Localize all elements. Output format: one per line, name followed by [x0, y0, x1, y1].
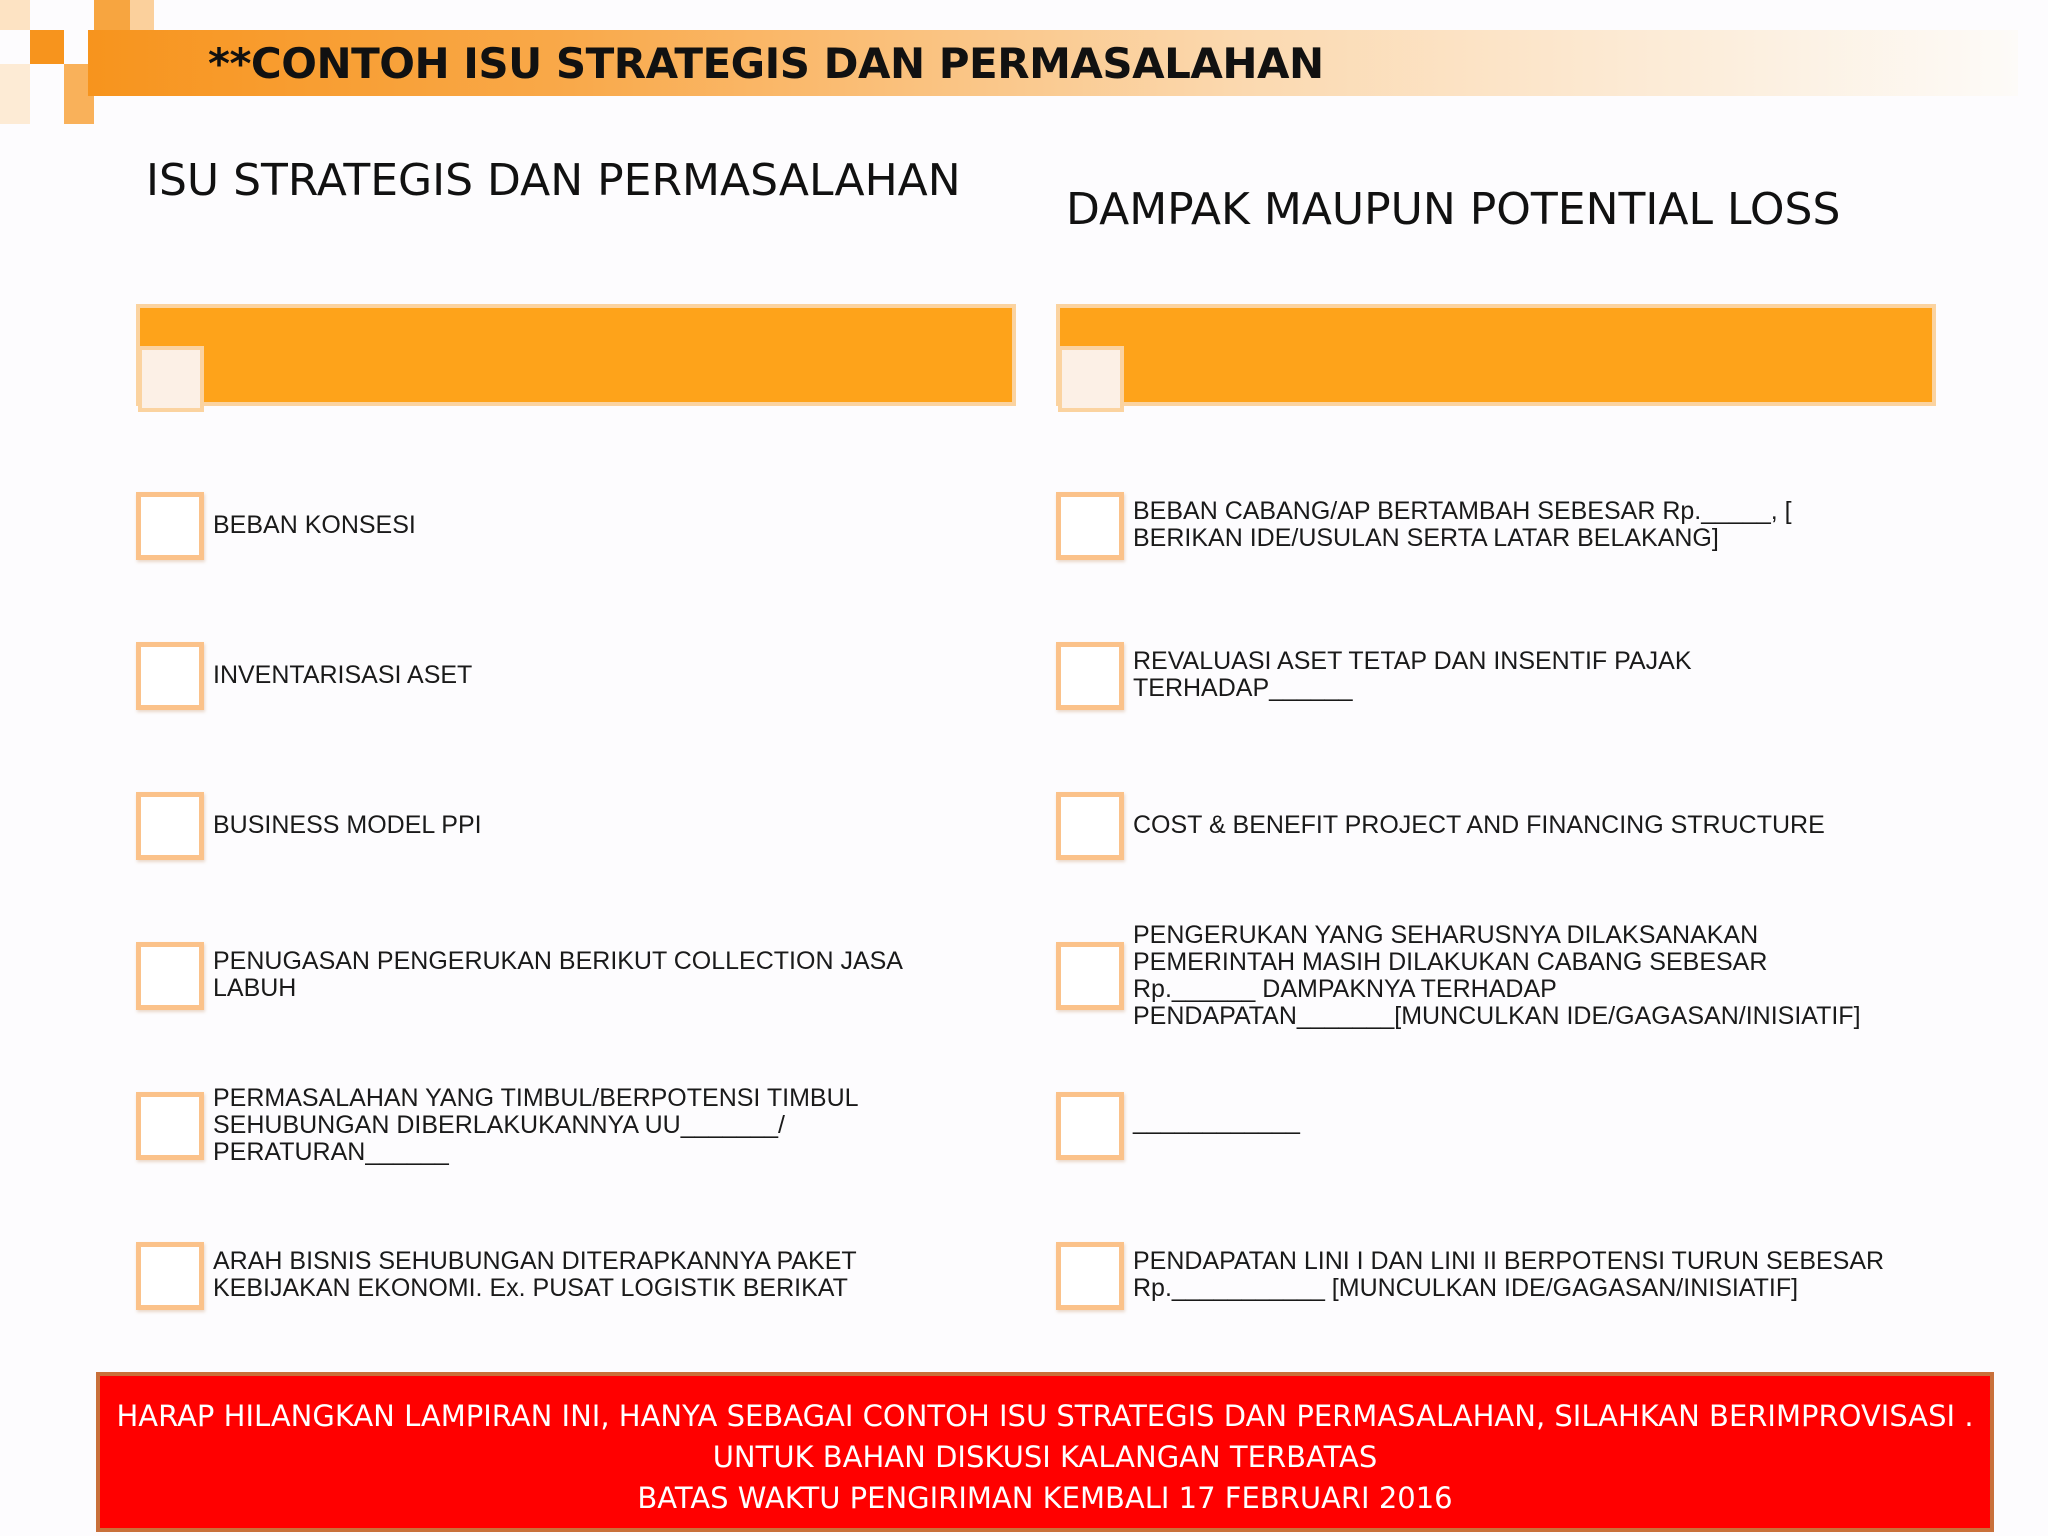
- item-checkbox[interactable]: [136, 942, 204, 1010]
- item-label: PENGERUKAN YANG SEHARUSNYA DILAKSANAKAN PEMERINTAH MASIH DILAKUKAN CABANG SEBESAR Rp.______ DAMPAKNYA TERHADAP PENDAPATAN_______[MUNCULKAN IDE/GAGASAN/INISIATIF]: [1133, 921, 1861, 1030]
- item-checkbox[interactable]: [136, 642, 204, 710]
- item-checkbox[interactable]: [1056, 942, 1124, 1010]
- item-label: BEBAN CABANG/AP BERTAMBAH SEBESAR Rp._____, [ BERIKAN IDE/USULAN SERTA LATAR BELAKANG]: [1133, 497, 1792, 552]
- right-column-heading: DAMPAK MAUPUN POTENTIAL LOSS: [1066, 184, 1841, 235]
- item-label: BUSINESS MODEL PPI: [213, 811, 482, 839]
- item-checkbox[interactable]: [136, 1092, 204, 1160]
- item-label: COST & BENEFIT PROJECT AND FINANCING STRUCTURE: [1133, 811, 1825, 839]
- item-label: ____________: [1133, 1107, 1300, 1135]
- notice-line-1: HARAP HILANGKAN LAMPIRAN INI, HANYA SEBAGAI CONTOH ISU STRATEGIS DAN PERMASALAHAN, SILAHKAN BERIMPROVISASI .: [116, 1399, 1974, 1433]
- corner-square: [130, 0, 154, 30]
- left-column-heading: ISU STRATEGIS DAN PERMASALAHAN: [146, 155, 961, 206]
- left-header-bar: [136, 304, 1016, 406]
- corner-square: [0, 64, 30, 124]
- item-label: PERMASALAHAN YANG TIMBUL/BERPOTENSI TIMBUL SEHUBUNGAN DIBERLAKUKANNYA UU_______/ PERATURAN______: [213, 1084, 859, 1166]
- item-checkbox[interactable]: [136, 1242, 204, 1310]
- item-checkbox[interactable]: [1056, 642, 1124, 710]
- item-label: INVENTARISASI ASET: [213, 661, 473, 689]
- item-label: ARAH BISNIS SEHUBUNGAN DITERAPKANNYA PAKET KEBIJAKAN EKONOMI. Ex. PUSAT LOGISTIK BERIKAT: [213, 1247, 857, 1302]
- notice-line-2: UNTUK BAHAN DISKUSI KALANGAN TERBATAS: [712, 1440, 1378, 1474]
- item-checkbox[interactable]: [1056, 792, 1124, 860]
- slide-title: **CONTOH ISU STRATEGIS DAN PERMASALAHAN: [208, 39, 1324, 88]
- corner-square: [30, 30, 64, 64]
- item-checkbox[interactable]: [136, 492, 204, 560]
- corner-square: [94, 0, 130, 30]
- notice-box: [96, 1372, 1994, 1532]
- item-label: PENUGASAN PENGERUKAN BERIKUT COLLECTION JASA LABUH: [213, 947, 903, 1002]
- notice-line-3: BATAS WAKTU PENGIRIMAN KEMBALI 17 FEBRUARI 2016: [637, 1481, 1453, 1515]
- header-checkbox: [138, 346, 204, 412]
- item-label: BEBAN KONSESI: [213, 511, 416, 539]
- item-checkbox[interactable]: [1056, 492, 1124, 560]
- item-checkbox[interactable]: [136, 792, 204, 860]
- item-checkbox[interactable]: [1056, 1242, 1124, 1310]
- item-label: PENDAPATAN LINI I DAN LINI II BERPOTENSI TURUN SEBESAR Rp.___________ [MUNCULKAN IDE/GAGASAN/INISIATIF]: [1133, 1247, 1885, 1302]
- header-checkbox: [1058, 346, 1124, 412]
- item-label: REVALUASI ASET TETAP DAN INSENTIF PAJAK TERHADAP______: [1133, 647, 1692, 702]
- item-checkbox[interactable]: [1056, 1092, 1124, 1160]
- right-header-bar: [1056, 304, 1936, 406]
- corner-square: [0, 0, 30, 30]
